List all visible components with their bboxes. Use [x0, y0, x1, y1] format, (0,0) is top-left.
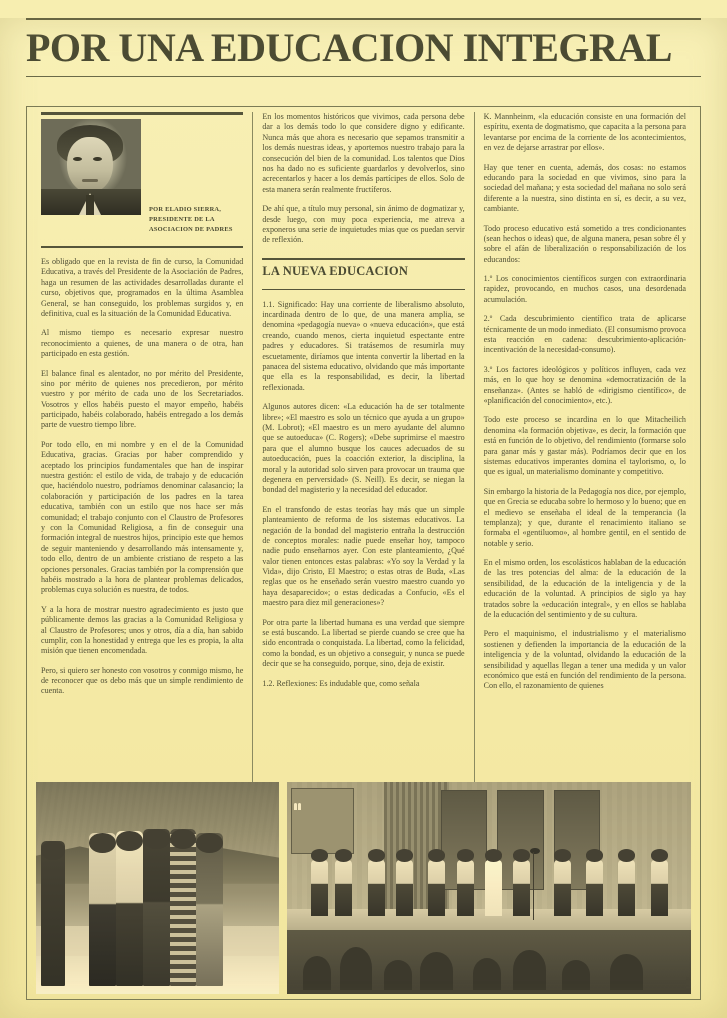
avatar: [41, 119, 141, 215]
photo-performer: [554, 860, 571, 915]
paragraph: 2.º Cada descubrimiento científico trata de aplicarse técnicamente de un modo inmediato. (El consumismo provoca esta reacción en cadena: descubrimiento-aplicación-incentivación de la necesidad-consumo).: [483, 314, 686, 355]
paragraph: En los momentos históricos que vivimos, cada persona debe dar a los demás todo lo que considere digno y edificante. Nunca más que ahora es necesario que sepamos transmitir a los demás nuestras ideas, y aportemos nuestro trabajo para la consecución del bien de la comunidad. Los talentos que Dios nos ha dado no es suficiente guardarlos y devolverlos, sino acrecentarlos y hacer a los demás partícipes de ellos. Solo de esta manera serán realmente fructíferos.: [262, 112, 465, 194]
photo-audience-head: [610, 954, 642, 990]
portrait-mouth: [82, 179, 98, 182]
photo-audience-head: [562, 960, 590, 990]
photo-performer: [651, 860, 668, 915]
photo-figure: [170, 829, 197, 986]
paragraph: 1.1. Significado: Hay una corriente de liberalismo absoluto, incardinada dentro de lo que, de una manera amplia, se denomina «pedagogía nueva» o «nueva educación», que está creando, cuando menos, cierta inquietud espectante entre padres y educadores. Si tratásemos de resumirla muy escuetamente, diríamos que intenta convertir la libertad en la panacea del sistema educativo, olvidando que más importante que ella es la responsabilidad, es decir, la libertad reflexionada.: [262, 299, 465, 392]
photo-mural-window: [298, 803, 300, 809]
photo-figure-head: [170, 829, 197, 849]
photo-strip: [32, 782, 695, 994]
photo-performer-head: [335, 849, 352, 861]
photo-figure-head: [143, 829, 170, 849]
paragraph: Pero el maquinismo, el industrialismo y el materialismo sostienen y defienden la importancia de la educación de la inteligencia y de la voluntad, olvidando la educación de la sensibilidad y aquellas llegan a tener una medida y un valor económico que está en función del rendimiento de la persona. Con ello, el razonamiento de quienes: [483, 629, 686, 691]
paragraph: El balance final es alentador, no por mérito del Presidente, sino por mérito de quienes nos precedieron, por mérito vuestro y por mérito de cada uno de los Secretariados. Vosotros y ellos habéis puesto el mayor empeño, habéis participado, habéis colaborado, habéis entregado a los demás parte de vuestro tiempo libre.: [41, 368, 244, 430]
photo-figure: [116, 831, 143, 986]
paragraph: Sin embargo la historia de la Pedagogía nos dice, por ejemplo, que en Grecia se educaba sobre lo hermoso y lo bueno; que en el medievo se enseñaba el ideal de la temperancia (la templanza); y que, durante el renacimiento italiano se formaba el «gentiluomo», al hombre gentil, en el sentido de notable y serio.: [483, 486, 686, 548]
microphone-stand-icon: [533, 852, 534, 920]
photo-figure-head: [196, 833, 223, 853]
photo-figure: [89, 833, 116, 986]
photo-audience-head: [513, 950, 545, 990]
portrait-rule-top: [41, 112, 243, 115]
portrait-eye-right: [93, 157, 102, 161]
paragraph: Por todo ello, en mi nombre y en el de la Comunidad Educativa, gracias. Gracias por haber comprendido y aceptado los principios fundamentales que han de inspirar nuestra gestión: el estilo de vida, de trabajo y de educación que, haciéndolo nuestro, podríamos denominar calasancio; la colaboración y participación de los padres en la tarea educativa, también con un estilo que nos hace ser más comunidad; el trabajo conjunto con el Claustro de Profesores y con la Comunidad Religiosa, a fin de conseguir una formación integral de nuestros hijos, principio este que hemos de seguir manteniendo y desarrollando más intensamente y, todo ello, dentro de un ambiente cristiano de respeto a las opciones personales. Gracias también por la comprensión que habéis mostrado a la hora de plantear problemas delicados, problemas cuya solución es nuestra, de todos.: [41, 439, 244, 595]
photo-performer: [513, 860, 530, 915]
photo-performer: [457, 860, 474, 915]
paragraph: En el mismo orden, los escolásticos hablaban de la educación de las tres potencias del alma: de la educación de la sensibilidad, de la educación de la inteligencia y de la educación de la voluntad. A principios de siglo ya hay tratados sobre la «educación integral», y en ellos se hablaba de la educación del sentimiento y de su cultura.: [483, 558, 686, 620]
byline-caption: POR ELADIO SIERRA, PRESIDENTE DE LA ASOCIACION DE PADRES: [149, 206, 233, 234]
photo-performer-head: [513, 849, 530, 861]
photo-performer-head: [311, 849, 328, 861]
photo-performer-head: [586, 849, 603, 861]
section-rule-bottom: [262, 289, 464, 290]
masthead-rule-bottom: [26, 76, 701, 77]
photo-performer: [368, 860, 385, 915]
school-assembly-stage-photo: [287, 782, 691, 994]
photo-figure: [143, 829, 170, 986]
photo-mural-window: [294, 803, 296, 809]
byline-block: [41, 119, 243, 237]
photo-audience-head: [340, 947, 372, 989]
paragraph: Es obligado que en la revista de fin de curso, la Comunidad Educativa, a través del Presidente de la Asociación de Padres, haga un resumen de las actividades desarrolladas durante el curso, objetivos que, programados en la última Asamblea General, se han conseguido, los problemas surgidos y, en definitiva, cual es la situación de la Comunidad Educativa.: [41, 257, 244, 318]
paragraph: Todo proceso educativo está sometido a tres condicionantes (sean hechos o ideas) que, de alguna manera, pesan sobre él y sobre el afán de liberalización o responsabilización de los educandos:: [483, 223, 686, 264]
portrait-face: [67, 137, 113, 193]
paragraph: Todo este proceso se incardina en lo que Mitacheilich denomina «la formación objetiva», es decir, la formación que está en función de lo objetivo, del rendimiento (formarse solo para ganar más y gastar más). Podríamos decir que en los sistemas educativos imperantes domina el taylorismo, o, lo que es igual, un materialismo dominante y competitivo.: [483, 415, 686, 477]
paragraph: K. Mannheinm, «la educación consiste en una formación del espíritu, exenta de dogmatismo, que capacita a la persona para levantarse por encima de la corriente de los acontecimientos, en vez de dejarse arrastrar por ellos».: [483, 112, 686, 153]
microphone-icon: [530, 848, 540, 854]
photo-mural-house: [291, 788, 354, 854]
group-of-students-outdoors-photo: [36, 782, 279, 994]
photo-audience-head: [473, 958, 501, 990]
photo-audience-head: [384, 960, 412, 990]
paragraph: 3.º Los factores ideológicos y políticos influyen, cada vez más, en lo que hoy se denomina «democratización de la enseñanza». (Antes se habló de «dirigismo científico», de «planificación del conocimiento», etc.).: [483, 364, 686, 405]
photo-performer: [335, 860, 352, 915]
paragraph: Y a la hora de mostrar nuestro agradecimiento es justo que públicamente demos las gracias a la Comunidad Religiosa y al Claustro de Profesores; unos y otros, día a día, han sabido cumplir, con la honestidad y entrega que les es propia, la alta misión que tienen encomendada.: [41, 604, 244, 656]
paragraph: Por otra parte la libertad humana es una verdad que siempre se está buscando. La libertad se pierde cuando se cree que ha sido encontrada o conquistada. La libertad, como la felicidad, como la bondad, es un objetivo a conseguir, y nunca se puede decir que se ha conseguido, porque, sino, deja de existir.: [262, 617, 465, 669]
photo-performer: [586, 860, 603, 915]
portrait-tie: [86, 195, 94, 215]
photo-figure-head: [89, 833, 116, 853]
paragraph: 1.º Los conocimientos científicos surgen con extraordinaria rapidez, provocando, en muchos casos, una desordenada acumulación.: [483, 274, 686, 304]
photo-figure-head: [41, 841, 65, 860]
photo-performer: [311, 860, 328, 915]
photo-audience-head: [303, 956, 331, 990]
magazine-page: [0, 18, 727, 1018]
photo-performer-head: [651, 849, 668, 861]
photo-figure: [196, 833, 223, 986]
photo-performer: [618, 860, 635, 915]
paragraph: 1.2. Reflexiones: Es indudable que, como señala: [262, 678, 420, 688]
photo-audience-head: [420, 952, 452, 990]
photo-figure-head: [116, 831, 143, 851]
photo-performer-head: [457, 849, 474, 861]
photo-performer-head: [618, 849, 635, 861]
section-header: [262, 258, 464, 290]
section-title: LA NUEVA EDUCACION: [262, 263, 409, 278]
page-title: POR UNA EDUCACION INTEGRAL: [26, 25, 672, 70]
photo-performer-head: [485, 849, 502, 861]
photo-performer-head: [428, 849, 445, 861]
article-frame: [26, 106, 701, 1000]
paragraph: Hay que tener en cuenta, además, dos cosas: no estamos educando para la sociedad en que vivimos, sino para la sociedad del mañana; y esta sociedad del mañana no solo será diferente a la nuestra, sino distinta en sí, es decir, a su vez, cambiante.: [483, 162, 686, 214]
paragraph: Al mismo tiempo es necesario expresar nuestro reconocimiento a quienes, de una manera o de otra, han participado en esta gestión.: [41, 328, 244, 359]
portrait-eye-left: [73, 157, 82, 161]
masthead: [26, 18, 701, 77]
paragraph: Algunos autores dicen: «La educación ha de ser totalmente libre»; «El maestro es solo un técnico que ayuda a un grupo» (M. Lobrot); «El maestro es un mero ayudante del alumno que se autoeduca» (C. Rogers); «Debe suprimirse el maestro para que el alumno busque los cauces adecuados de su autoeducación, pues la coacción exterior, la disciplina, la moral y la autoridad solo sirven para provocar un trauma que degenera en perversidad» (S. Neill). Es decir, se niegan la bondad del magisterio y la necesidad del educador.: [262, 402, 465, 495]
masthead-rule-top: [26, 18, 701, 20]
photo-performer: [428, 860, 445, 915]
photo-performer-head: [396, 849, 413, 861]
photo-performer-head: [368, 849, 385, 861]
paragraph: De ahí que, a título muy personal, sin ánimo de dogmatizar y, desde luego, con muy poca experiencia, me atreva a exponeros una serie de inquietudes mias que os puedan servir de reflexión.: [262, 204, 465, 245]
photo-performer: [396, 860, 413, 915]
photo-figure: [41, 841, 65, 985]
paragraph: Pero, si quiero ser honesto con vosotros y conmigo mismo, he de reconocer que os debo más que un simple rendimiento de cuenta.: [41, 665, 244, 696]
photo-performer-head: [554, 849, 571, 861]
paragraph: En el transfondo de estas teorías hay más que un simple planteamiento de reforma de los sistemas educativos. La negación de la bondad del magisterio entraña la destrucción de conceptos morales: nadie puede enseñar hoy, tampoco nadie pudo enseñarnos ayer. Con este planteamiento, ¿Qué valor tienen entonces estas palabras: «Yo soy la Verdad y la Vida», dijo Cristo, El Maestro; o estas otras de Buda, «Las reglas que os he enseñado serán vuestro maestro cuando yo haya desaparecido»; o estas dedicadas a Confucio, «Es el maestro para diez mil generaciones»?: [262, 504, 465, 608]
photo-performer: [485, 860, 502, 915]
